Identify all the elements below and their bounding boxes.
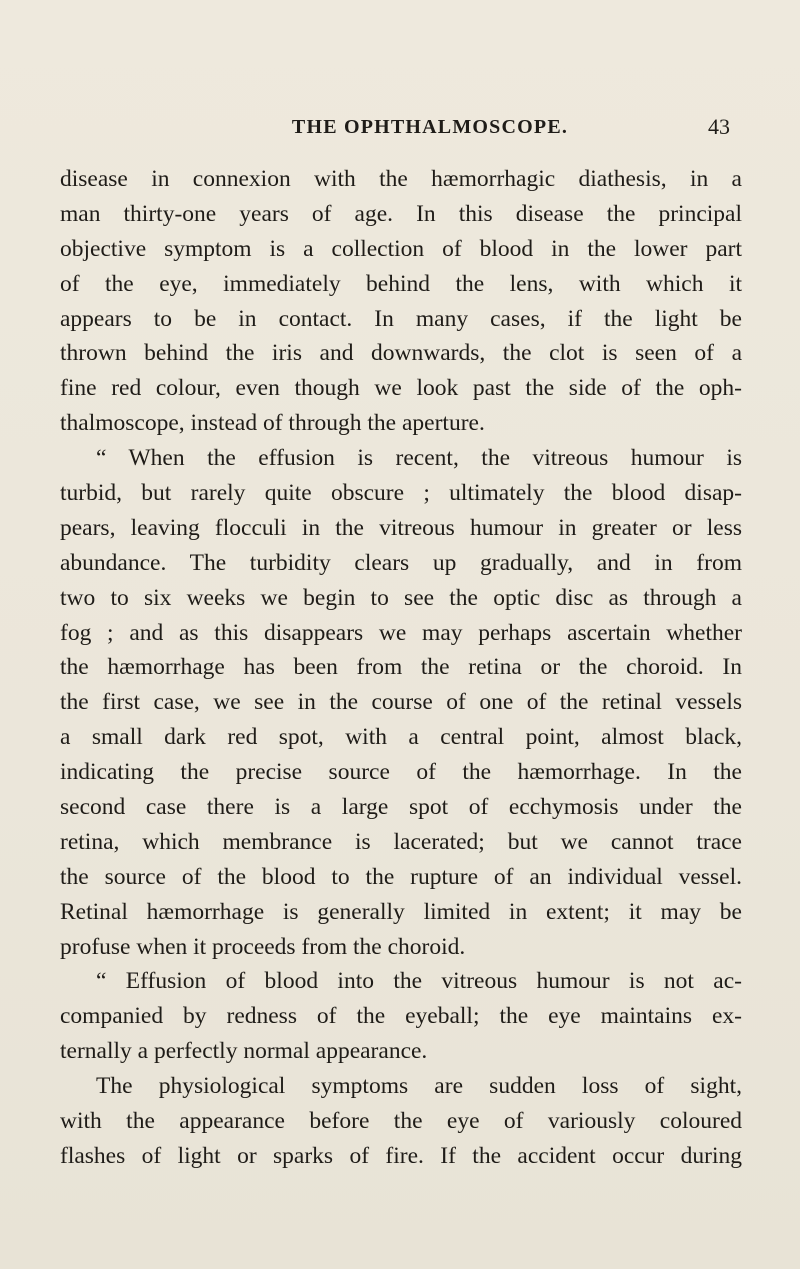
text-line: a small dark red spot, with a central point, almost black, [60,724,742,751]
text-line: fine red colour, even though we look past the side of the oph- [60,375,742,402]
running-head [60,113,730,141]
text-line: of the eye, immediately behind the lens, with which it [60,270,742,297]
text-line: flashes of light or sparks of fire. If the accident occur during [60,1142,742,1169]
text-line: with the appearance before the eye of variously coloured [60,1108,742,1135]
text-line: the hæmorrhage has been from the retina or the choroid. In [60,654,742,681]
text-line: The physiological symptoms are sudden loss of sight, [96,1073,742,1100]
text-line: Retinal hæmorrhage is generally limited in extent; it may be [60,898,742,925]
text-line: abundance. The turbidity clears up gradually, and in from [60,549,742,576]
text-line: second case there is a large spot of ecchymosis under the [60,794,742,821]
running-title: THE OPHTHALMOSCOPE. [291,116,569,138]
body-text [60,162,742,1174]
text-line: appears to be in contact. In many cases, if the light be [60,305,742,332]
text-line: fog ; and as this disappears we may perhaps ascertain whether [60,619,742,646]
text-line: indicating the precise source of the hæmorrhage. In the [60,759,742,786]
text-line: thrown behind the iris and downwards, the clot is seen of a [60,340,742,367]
text-line: the first case, we see in the course of one of the retinal vessels [60,689,742,716]
text-line: thalmoscope, instead of through the aperture. [60,410,485,437]
text-line: “ When the effusion is recent, the vitreous humour is [96,445,742,472]
text-line: objective symptom is a collection of blood in the lower part [60,235,742,262]
text-line: companied by redness of the eyeball; the eye maintains ex- [60,1003,742,1030]
text-line: the source of the blood to the rupture of an individual vessel. [60,863,742,890]
text-line: two to six weeks we begin to see the optic disc as through a [60,584,742,611]
text-line: turbid, but rarely quite obscure ; ultimately the blood disap- [60,480,742,507]
text-line: ternally a perfectly normal appearance. [60,1038,428,1065]
page-number: 43 [708,114,730,139]
text-line: profuse when it proceeds from the choroid. [60,933,466,960]
text-line: “ Effusion of blood into the vitreous humour is not ac- [96,968,742,995]
text-line: disease in connexion with the hæmorrhagic diathesis, in a [60,166,742,192]
text-line: man thirty-one years of age. In this disease the principal [60,200,742,227]
text-line: retina, which membrance is lacerated; but we cannot trace [60,828,742,855]
text-line: pears, leaving flocculi in the vitreous humour in greater or less [60,514,742,541]
